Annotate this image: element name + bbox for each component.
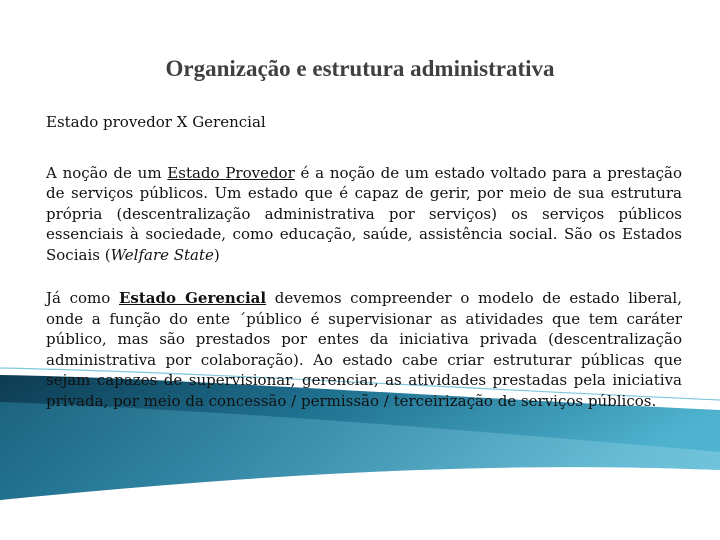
para1-body: é a noção de um estado voltado para a prestação de serviços públicos. Um estado que é capaz de gerir, por meio de sua estrutura própria (descentralização administrativa por serviços) os serviços públicos essenciais à sociedade, como educação, saúde, assistência social. São os Estados Sociais ( bbox=[46, 163, 682, 264]
slide-title: Organização e estrutura administrativa bbox=[165, 56, 555, 81]
term-estado-gerencial: Estado Gerencial bbox=[118, 289, 267, 307]
para2-intro: Já como bbox=[46, 289, 119, 307]
welfare-state-emphasis: Welfare State bbox=[110, 245, 214, 264]
slide-subtitle: Estado provedor X Gerencial bbox=[46, 113, 266, 131]
paragraph-estado-gerencial bbox=[46, 288, 682, 411]
slide-body bbox=[46, 112, 682, 434]
para1-intro: A noção de um bbox=[46, 163, 168, 182]
para2-body: devemos compreender o modelo de estado liberal, onde a função do ente ´público é supervisionar as atividades que tem caráter público, mas são prestados por entes da iniciativa privada (descentralização administrativa por colaboração). Ao estado cabe criar estruturar públicas que sejam capazes de supervisionar, gerenciar, as atividades prestadas pela iniciativa privada, por meio da concessão / permissão / terceirização de serviços públicos. bbox=[46, 289, 682, 410]
term-provedor: Provedor bbox=[225, 163, 295, 182]
term-estado: Estado bbox=[167, 163, 226, 182]
para1-end: ) bbox=[213, 245, 220, 264]
paragraph-estado-provedor bbox=[46, 163, 682, 266]
